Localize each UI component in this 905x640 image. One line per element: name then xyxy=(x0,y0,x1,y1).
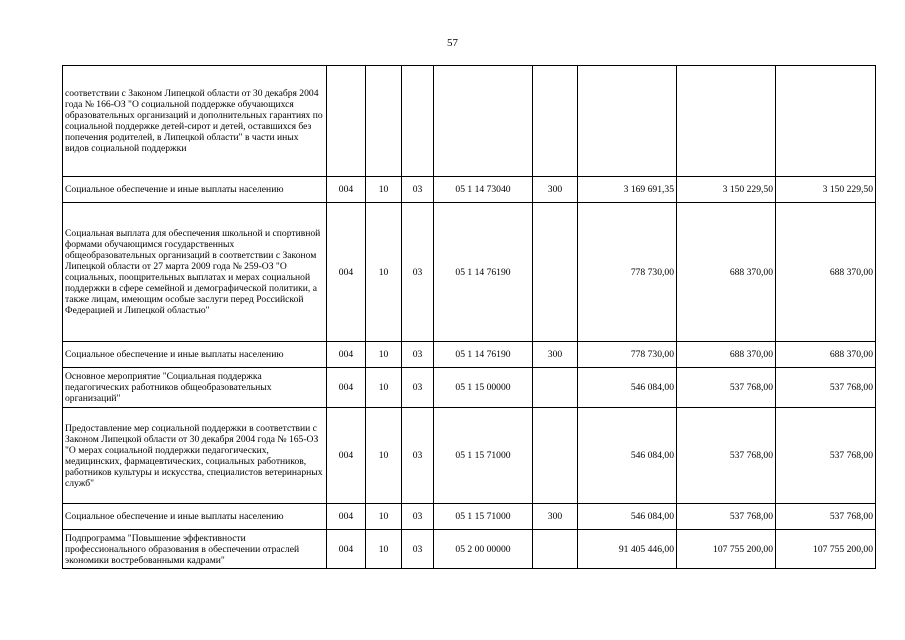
row-name: Подпрограмма "Повышение эффективности профессионального образования в обеспечении отраслей экономики востребованными кадрами" xyxy=(63,530,327,569)
row-pr: 03 xyxy=(402,342,434,368)
row-vr xyxy=(533,66,578,177)
row-vr: 300 xyxy=(533,177,578,203)
row-name: Социальное обеспечение и иные выплаты населению xyxy=(63,177,327,203)
row-vr xyxy=(533,530,578,569)
row-rz: 10 xyxy=(366,368,402,408)
row-rz: 10 xyxy=(366,177,402,203)
table-row xyxy=(63,530,876,569)
row-ved: 004 xyxy=(327,408,366,504)
row-rz: 10 xyxy=(366,203,402,342)
row-pr: 03 xyxy=(402,504,434,530)
row-ved: 004 xyxy=(327,530,366,569)
row-rz: 10 xyxy=(366,504,402,530)
row-name: Основное мероприятие "Социальная поддержка педагогических работников общеобразовательных организаций" xyxy=(63,368,327,408)
row-sum-3: 537 768,00 xyxy=(776,504,876,530)
row-sum-3: 107 755 200,00 xyxy=(776,530,876,569)
row-sum-2: 688 370,00 xyxy=(677,342,776,368)
row-sum-1: 546 084,00 xyxy=(578,504,677,530)
row-name: соответствии с Законом Липецкой области от 30 декабря 2004 года № 166-ОЗ "О социальной поддержке обучающихся образовательных организаций и дополнительных гарантиях по социальной поддержке детей-сирот и детей, оставшихся без попечения родителей, в Липецкой области" в части иных видов социальной поддержки xyxy=(63,66,327,177)
row-pr: 03 xyxy=(402,368,434,408)
row-sum-1: 546 084,00 xyxy=(578,408,677,504)
row-sum-1: 546 084,00 xyxy=(578,368,677,408)
row-sum-3: 688 370,00 xyxy=(776,342,876,368)
row-csr: 05 1 15 71000 xyxy=(434,408,533,504)
row-name: Социальное обеспечение и иные выплаты населению xyxy=(63,504,327,530)
row-name: Предоставление мер социальной поддержки в соответствии с Законом Липецкой области от 30 декабря 2004 года № 165-ОЗ "О мерах социальной поддержки педагогических, медицинских, фармацевтических, социальных работников, работников культуры и искусства, специалистов ветеринарных служб" xyxy=(63,408,327,504)
row-sum-2: 688 370,00 xyxy=(677,203,776,342)
row-sum-1: 778 730,00 xyxy=(578,203,677,342)
budget-table xyxy=(62,65,876,569)
page-number: 57 xyxy=(447,37,458,49)
row-ved: 004 xyxy=(327,368,366,408)
row-sum-1: 778 730,00 xyxy=(578,342,677,368)
row-rz: 10 xyxy=(366,530,402,569)
row-sum-2: 537 768,00 xyxy=(677,408,776,504)
row-sum-2: 537 768,00 xyxy=(677,368,776,408)
table-row xyxy=(63,177,876,203)
row-sum-1: 91 405 446,00 xyxy=(578,530,677,569)
row-ved xyxy=(327,66,366,177)
row-sum-2: 3 150 229,50 xyxy=(677,177,776,203)
row-csr xyxy=(434,66,533,177)
table-row xyxy=(63,203,876,342)
row-csr: 05 2 00 00000 xyxy=(434,530,533,569)
row-csr: 05 1 14 76190 xyxy=(434,203,533,342)
row-sum-2 xyxy=(677,66,776,177)
row-csr: 05 1 14 73040 xyxy=(434,177,533,203)
table-row xyxy=(63,504,876,530)
row-csr: 05 1 14 76190 xyxy=(434,342,533,368)
row-ved: 004 xyxy=(327,203,366,342)
row-rz: 10 xyxy=(366,342,402,368)
row-ved: 004 xyxy=(327,342,366,368)
table-row xyxy=(63,66,876,177)
table-row xyxy=(63,408,876,504)
table-row xyxy=(63,342,876,368)
row-vr: 300 xyxy=(533,504,578,530)
row-rz xyxy=(366,66,402,177)
row-sum-3: 3 150 229,50 xyxy=(776,177,876,203)
row-sum-3 xyxy=(776,66,876,177)
row-pr: 03 xyxy=(402,177,434,203)
row-pr xyxy=(402,66,434,177)
row-sum-3: 537 768,00 xyxy=(776,408,876,504)
row-name: Социальное обеспечение и иные выплаты населению xyxy=(63,342,327,368)
row-sum-2: 107 755 200,00 xyxy=(677,530,776,569)
row-sum-1 xyxy=(578,66,677,177)
row-ved: 004 xyxy=(327,504,366,530)
budget-table-body xyxy=(63,66,876,569)
row-name: Социальная выплата для обеспечения школьной и спортивной формами обучающимся государственных общеобразовательных организаций в соответствии с Законом Липецкой области от 27 марта 2009 года № 259-ОЗ "О социальных, поощрительных выплатах и мерах социальной поддержки в сфере семейной и демографической политики, а также лицам, имеющим особые заслуги перед Российской Федерацией и Липецкой областью" xyxy=(63,203,327,342)
row-rz: 10 xyxy=(366,408,402,504)
table-row xyxy=(63,368,876,408)
row-pr: 03 xyxy=(402,530,434,569)
row-vr: 300 xyxy=(533,342,578,368)
row-vr xyxy=(533,408,578,504)
row-csr: 05 1 15 71000 xyxy=(434,504,533,530)
row-sum-2: 537 768,00 xyxy=(677,504,776,530)
row-csr: 05 1 15 00000 xyxy=(434,368,533,408)
row-pr: 03 xyxy=(402,203,434,342)
row-sum-3: 537 768,00 xyxy=(776,368,876,408)
row-vr xyxy=(533,203,578,342)
row-pr: 03 xyxy=(402,408,434,504)
row-sum-1: 3 169 691,35 xyxy=(578,177,677,203)
row-ved: 004 xyxy=(327,177,366,203)
row-sum-3: 688 370,00 xyxy=(776,203,876,342)
row-vr xyxy=(533,368,578,408)
